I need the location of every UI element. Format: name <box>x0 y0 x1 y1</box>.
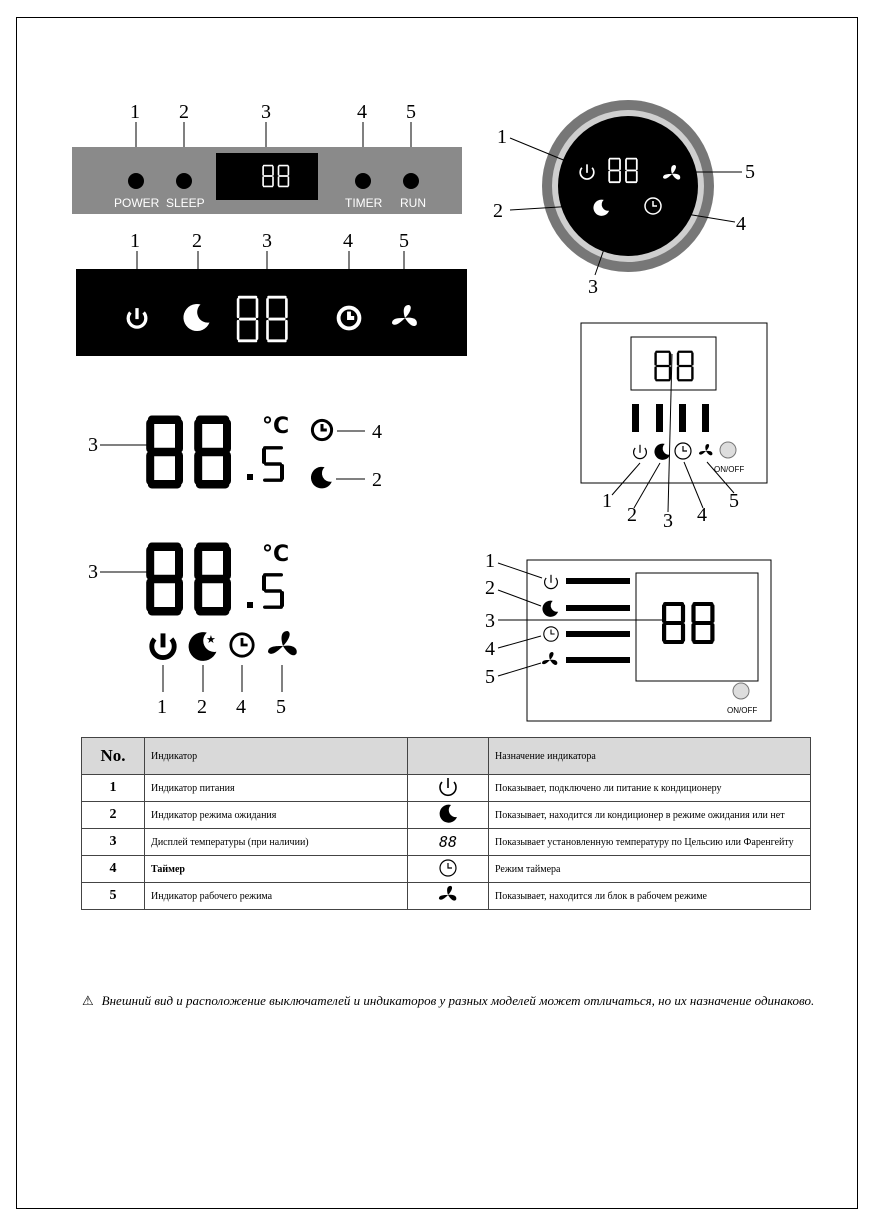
celsius-unit: °C <box>262 542 290 567</box>
timer-led <box>355 173 371 189</box>
panel-c <box>493 100 755 298</box>
callout-number: 4 <box>697 504 707 526</box>
table-row <box>82 856 811 883</box>
onoff-label: ON/OFF <box>714 465 745 474</box>
row-description: Показывает установленную температуру по Цельсию или Фаренгейту <box>489 829 811 856</box>
indicator-table <box>81 737 811 910</box>
row-name: Индикатор режима ожидания <box>145 802 408 829</box>
callout-number: 5 <box>406 101 416 123</box>
callout-number: 2 <box>485 577 495 599</box>
callout-number: 3 <box>663 510 673 532</box>
panel-b <box>76 230 467 356</box>
row-description: Показывает, находится ли блок в рабочем режиме <box>489 883 811 910</box>
warning-icon: ⚠ <box>82 993 94 1008</box>
callout-number: 4 <box>236 696 246 718</box>
row-name: Таймер <box>145 856 408 883</box>
header-no: No. <box>82 738 145 775</box>
table-row <box>82 829 811 856</box>
onoff-label: ON/OFF <box>727 706 758 715</box>
run-led <box>403 173 419 189</box>
header-purpose: Назначение индикатора <box>489 738 811 775</box>
callout-number: 2 <box>627 504 637 526</box>
panel-e <box>88 414 382 491</box>
callout-number: 2 <box>179 101 189 123</box>
timer-label: TIMER <box>345 196 383 210</box>
table-row <box>82 883 811 910</box>
power-icon <box>408 775 489 802</box>
panel-g <box>485 550 771 721</box>
callout-number: 3 <box>485 610 495 632</box>
row-description: Показывает, подключено ли питание к кондиционеру <box>489 775 811 802</box>
callout-number: 2 <box>192 230 202 252</box>
row-number: 5 <box>82 883 145 910</box>
power-label: POWER <box>114 196 160 210</box>
warning-note <box>82 992 822 1010</box>
callout-number: 4 <box>485 638 495 660</box>
callout-number: 1 <box>130 101 140 123</box>
row-number: 3 <box>82 829 145 856</box>
row-description: Режим таймера <box>489 856 811 883</box>
row-name: Индикатор рабочего режима <box>145 883 408 910</box>
callout-number: 3 <box>588 276 598 298</box>
svg-text:★: ★ <box>206 633 216 646</box>
power-led <box>128 173 144 189</box>
callout-number: 3 <box>88 561 98 583</box>
table-row <box>82 775 811 802</box>
row-name: Дисплей температуры (при наличии) <box>145 829 408 856</box>
row-number: 2 <box>82 802 145 829</box>
run-label: RUN <box>400 196 426 210</box>
callout-number: 5 <box>745 161 755 183</box>
fan-icon <box>408 883 489 910</box>
callout-number: 5 <box>485 666 495 688</box>
seven-segment-icon: 88 <box>408 829 489 856</box>
callout-number: 1 <box>602 490 612 512</box>
callout-number: 5 <box>276 696 286 718</box>
row-number: 1 <box>82 775 145 802</box>
callout-number: 2 <box>197 696 207 718</box>
sleep-led <box>176 173 192 189</box>
callout-number: 4 <box>343 230 353 252</box>
table-header-row <box>82 738 811 775</box>
callout-number: 5 <box>399 230 409 252</box>
callout-number: 3 <box>262 230 272 252</box>
sleep-label: SLEEP <box>166 196 205 210</box>
callout-number: 1 <box>157 696 167 718</box>
callout-number: 1 <box>485 550 495 572</box>
callout-number: 4 <box>736 213 746 235</box>
svg-text:★: ★ <box>607 198 615 207</box>
callout-number: 4 <box>372 421 382 443</box>
row-description: Показывает, находится ли кондиционер в режиме ожидания или нет <box>489 802 811 829</box>
callout-number: 3 <box>88 434 98 456</box>
callout-number: 4 <box>357 101 367 123</box>
callout-number: 1 <box>130 230 140 252</box>
panel-a <box>72 101 462 214</box>
note-text: Внешний вид и расположение выключателей и индикаторов у разных моделей может отличаться, но их назначение одинаково. <box>101 993 815 1008</box>
panel-d <box>581 323 767 532</box>
row-name: Индикатор питания <box>145 775 408 802</box>
callout-number: 2 <box>493 200 503 222</box>
row-number: 4 <box>82 856 145 883</box>
table-row <box>82 802 811 829</box>
header-indicator: Индикатор <box>145 738 408 775</box>
callout-number: 2 <box>372 469 382 491</box>
callout-number: 5 <box>729 490 739 512</box>
callout-number: 3 <box>261 101 271 123</box>
panel-f <box>88 542 297 718</box>
celsius-unit: °C <box>262 414 290 439</box>
timer-icon <box>408 856 489 883</box>
header-icon <box>408 738 489 775</box>
sleep-icon <box>408 802 489 829</box>
callout-number: 1 <box>497 126 507 148</box>
